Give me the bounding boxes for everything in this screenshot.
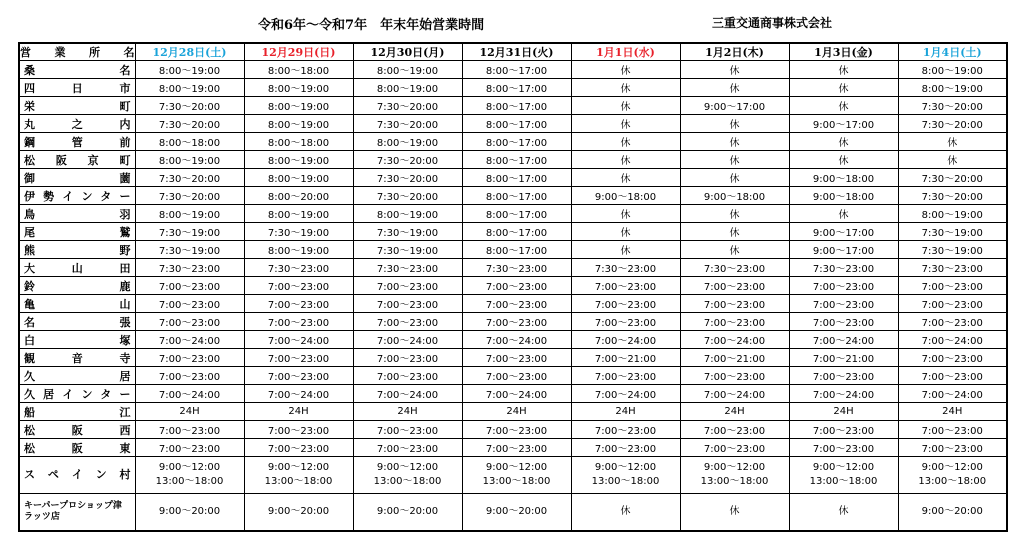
- hours-cell: 7:00～23:00: [462, 313, 571, 331]
- table-row: [19, 223, 1007, 241]
- table-row: [19, 439, 1007, 457]
- hours-cell: [353, 457, 462, 494]
- hours-cell: 7:00～24:00: [462, 385, 571, 403]
- hours-cell: 8:00～17:00: [462, 223, 571, 241]
- hours-cell: 休: [571, 223, 680, 241]
- hours-cell: 8:00～19:00: [244, 241, 353, 259]
- page-title: 令和6年～令和7年 年末年始営業時間: [258, 18, 485, 33]
- office-name: 松阪西: [19, 421, 135, 439]
- table-row: [19, 241, 1007, 259]
- date-header: 1月1日(水): [571, 43, 680, 61]
- hours-cell: 休: [789, 79, 898, 97]
- hours-cell: 9:00～17:00: [789, 223, 898, 241]
- hours-cell: 8:00～17:00: [462, 151, 571, 169]
- hours-cell: 7:00～24:00: [244, 331, 353, 349]
- hours-cell: 8:00～19:00: [135, 205, 244, 223]
- hours-cell: 8:00～19:00: [135, 61, 244, 79]
- hours-cell: 休: [571, 115, 680, 133]
- hours-cell: 7:30～19:00: [135, 241, 244, 259]
- hours-cell: 24H: [135, 403, 244, 421]
- table-row: [19, 187, 1007, 205]
- hours-cell: 休: [898, 133, 1007, 151]
- hours-cell: 休: [571, 169, 680, 187]
- hours-cell: 休: [680, 133, 789, 151]
- hours-cell: 9:00～20:00: [898, 494, 1007, 532]
- office-name: 船江: [19, 403, 135, 421]
- hours-cell: 7:00～23:00: [353, 439, 462, 457]
- hours-cell: 休: [571, 97, 680, 115]
- hours-cell: 9:00～20:00: [353, 494, 462, 532]
- date-header: 1月3日(金): [789, 43, 898, 61]
- hours-cell: 24H: [898, 403, 1007, 421]
- hours-cell: 休: [789, 61, 898, 79]
- table-row: [19, 259, 1007, 277]
- hours-cell: 7:30～19:00: [898, 223, 1007, 241]
- hours-cell: 7:00～23:00: [680, 313, 789, 331]
- hours-cell: 7:00～23:00: [244, 295, 353, 313]
- hours-cell: [571, 457, 680, 494]
- hours-afternoon: 13:00～18:00: [264, 476, 333, 487]
- office-name: 松阪東: [19, 439, 135, 457]
- hours-cell: 休: [571, 79, 680, 97]
- office-name: キーパープロショップ津ラッツ店: [19, 494, 135, 532]
- hours-cell: [462, 457, 571, 494]
- hours-cell: 7:00～23:00: [244, 421, 353, 439]
- hours-cell: 7:00～24:00: [680, 331, 789, 349]
- hours-afternoon: 13:00～18:00: [809, 476, 878, 487]
- hours-cell: 7:00～23:00: [462, 367, 571, 385]
- hours-cell: 9:00～18:00: [789, 169, 898, 187]
- hours-cell: 8:00～17:00: [462, 133, 571, 151]
- hours-afternoon: 13:00～18:00: [591, 476, 660, 487]
- hours-cell: 休: [680, 205, 789, 223]
- hours-cell: 8:00～18:00: [135, 133, 244, 151]
- hours-cell: 休: [789, 97, 898, 115]
- table-row: [19, 169, 1007, 187]
- office-name: 伊勢インター: [19, 187, 135, 205]
- hours-cell: 7:30～20:00: [135, 187, 244, 205]
- hours-morning: 9:00～12:00: [703, 462, 766, 473]
- hours-cell: 7:00～23:00: [135, 421, 244, 439]
- office-name: スペイン村: [19, 457, 135, 494]
- hours-cell: 7:00～24:00: [571, 385, 680, 403]
- hours-cell: 休: [680, 151, 789, 169]
- hours-cell: 7:00～23:00: [244, 367, 353, 385]
- name-column-header: 営業所名: [19, 43, 135, 61]
- hours-cell: 7:30～20:00: [353, 115, 462, 133]
- office-name: 鈴鹿: [19, 277, 135, 295]
- hours-cell: 8:00～17:00: [462, 79, 571, 97]
- hours-cell: 7:30～23:00: [680, 259, 789, 277]
- hours-cell: 休: [789, 133, 898, 151]
- office-name: 亀山: [19, 295, 135, 313]
- hours-cell: 7:00～23:00: [353, 313, 462, 331]
- hours-cell: 9:00～20:00: [462, 494, 571, 532]
- hours-cell: 7:00～23:00: [898, 367, 1007, 385]
- hours-cell: 7:00～23:00: [135, 313, 244, 331]
- hours-cell: 8:00～19:00: [898, 61, 1007, 79]
- hours-cell: 9:00～17:00: [680, 97, 789, 115]
- business-hours-table: [18, 42, 1008, 532]
- hours-cell: 7:00～23:00: [462, 277, 571, 295]
- hours-cell: 7:00～23:00: [789, 295, 898, 313]
- hours-cell: 休: [680, 223, 789, 241]
- hours-cell: [789, 457, 898, 494]
- table-row: [19, 205, 1007, 223]
- hours-cell: [898, 457, 1007, 494]
- hours-cell: 7:00～23:00: [898, 277, 1007, 295]
- hours-cell: 8:00～17:00: [462, 61, 571, 79]
- office-name: 観音寺: [19, 349, 135, 367]
- hours-cell: 7:00～24:00: [353, 331, 462, 349]
- hours-cell: [135, 457, 244, 494]
- hours-cell: 7:00～24:00: [898, 331, 1007, 349]
- hours-cell: 7:00～23:00: [571, 313, 680, 331]
- date-header: 1月2日(木): [680, 43, 789, 61]
- hours-cell: 8:00～19:00: [244, 115, 353, 133]
- hours-cell: [244, 457, 353, 494]
- table-row: [19, 349, 1007, 367]
- date-header: 1月4日(土): [898, 43, 1007, 61]
- hours-cell: 7:30～23:00: [898, 259, 1007, 277]
- hours-cell: 9:00～17:00: [789, 241, 898, 259]
- hours-afternoon: 13:00～18:00: [700, 476, 769, 487]
- hours-cell: 9:00～18:00: [789, 187, 898, 205]
- hours-cell: 7:30～19:00: [244, 223, 353, 241]
- hours-cell: 8:00～19:00: [353, 205, 462, 223]
- hours-cell: 7:30～23:00: [789, 259, 898, 277]
- table-row-spain: [19, 457, 1007, 494]
- hours-cell: 7:30～19:00: [353, 223, 462, 241]
- hours-cell: 7:00～23:00: [571, 421, 680, 439]
- hours-afternoon: 13:00～18:00: [918, 476, 987, 487]
- hours-morning: 9:00～12:00: [921, 462, 983, 473]
- hours-cell: 8:00～19:00: [353, 79, 462, 97]
- hours-cell: 7:30～20:00: [898, 115, 1007, 133]
- hours-cell: 8:00～17:00: [462, 187, 571, 205]
- hours-morning: 9:00～12:00: [158, 462, 221, 473]
- table-row: [19, 403, 1007, 421]
- hours-afternoon: 13:00～18:00: [155, 476, 224, 487]
- hours-cell: 7:30～20:00: [898, 187, 1007, 205]
- header-row: [19, 43, 1007, 61]
- table-row: [19, 367, 1007, 385]
- hours-cell: 8:00～19:00: [135, 79, 244, 97]
- hours-cell: 休: [571, 151, 680, 169]
- office-name: 名張: [19, 313, 135, 331]
- hours-cell: 7:00～24:00: [789, 385, 898, 403]
- table-row: [19, 97, 1007, 115]
- hours-morning: 9:00～12:00: [267, 462, 330, 473]
- hours-cell: 8:00～17:00: [462, 169, 571, 187]
- hours-cell: 7:30～20:00: [898, 97, 1007, 115]
- hours-cell: 休: [571, 61, 680, 79]
- hours-cell: 休: [680, 494, 789, 532]
- table-row: [19, 151, 1007, 169]
- office-name: 久居: [19, 367, 135, 385]
- office-name: 白塚: [19, 331, 135, 349]
- hours-cell: 7:30～23:00: [135, 259, 244, 277]
- hours-cell: 7:00～23:00: [353, 421, 462, 439]
- table-row: [19, 421, 1007, 439]
- table-row: [19, 133, 1007, 151]
- company-name: 三重交通商事株式会社: [712, 16, 833, 30]
- hours-cell: 9:00～18:00: [680, 187, 789, 205]
- hours-cell: 7:30～23:00: [571, 259, 680, 277]
- table-row: [19, 331, 1007, 349]
- hours-cell: 休: [789, 494, 898, 532]
- hours-cell: 8:00～20:00: [244, 187, 353, 205]
- hours-cell: 7:30～23:00: [353, 259, 462, 277]
- hours-cell: 7:30～20:00: [353, 97, 462, 115]
- hours-cell: 7:00～23:00: [462, 439, 571, 457]
- hours-cell: 7:00～23:00: [680, 421, 789, 439]
- hours-cell: 8:00～17:00: [462, 115, 571, 133]
- hours-cell: 24H: [244, 403, 353, 421]
- hours-cell: 7:00～23:00: [462, 421, 571, 439]
- hours-cell: 7:00～23:00: [789, 421, 898, 439]
- hours-afternoon: 13:00～18:00: [373, 476, 442, 487]
- hours-cell: 7:30～20:00: [135, 115, 244, 133]
- hours-cell: 8:00～19:00: [135, 151, 244, 169]
- hours-cell: 8:00～19:00: [353, 61, 462, 79]
- hours-cell: 休: [571, 133, 680, 151]
- table-row: [19, 61, 1007, 79]
- office-name: 熊野: [19, 241, 135, 259]
- hours-cell: 7:00～23:00: [789, 277, 898, 295]
- hours-cell: 7:30～19:00: [135, 223, 244, 241]
- hours-cell: 7:30～20:00: [135, 169, 244, 187]
- hours-cell: 7:00～23:00: [244, 313, 353, 331]
- hours-cell: 7:00～23:00: [898, 349, 1007, 367]
- hours-cell: 休: [571, 494, 680, 532]
- hours-cell: 9:00～20:00: [244, 494, 353, 532]
- table-body: [19, 61, 1007, 532]
- hours-cell: 24H: [462, 403, 571, 421]
- hours-cell: 9:00～17:00: [789, 115, 898, 133]
- hours-cell: 休: [680, 115, 789, 133]
- hours-cell: 休: [680, 61, 789, 79]
- hours-cell: 7:00～21:00: [571, 349, 680, 367]
- hours-cell: 9:00～18:00: [571, 187, 680, 205]
- hours-cell: 7:00～24:00: [135, 385, 244, 403]
- hours-cell: 8:00～17:00: [462, 205, 571, 223]
- hours-cell: 7:00～24:00: [789, 331, 898, 349]
- hours-cell: 7:30～20:00: [353, 187, 462, 205]
- hours-cell: [680, 457, 789, 494]
- hours-cell: 7:00～23:00: [353, 295, 462, 313]
- hours-cell: 7:00～23:00: [680, 277, 789, 295]
- table-row: [19, 295, 1007, 313]
- hours-cell: 休: [571, 241, 680, 259]
- hours-cell: 8:00～19:00: [244, 205, 353, 223]
- hours-cell: 7:00～23:00: [571, 439, 680, 457]
- hours-cell: 7:00～23:00: [898, 439, 1007, 457]
- hours-cell: 7:30～19:00: [898, 241, 1007, 259]
- hours-cell: 7:00～24:00: [244, 385, 353, 403]
- hours-cell: 休: [680, 79, 789, 97]
- hours-cell: 7:00～23:00: [571, 277, 680, 295]
- office-name: 御薗: [19, 169, 135, 187]
- hours-cell: 7:00～23:00: [353, 277, 462, 295]
- hours-cell: 8:00～18:00: [244, 133, 353, 151]
- hours-cell: 休: [789, 151, 898, 169]
- hours-cell: 7:00～21:00: [680, 349, 789, 367]
- date-header: 12月28日(土): [135, 43, 244, 61]
- hours-cell: 7:30～23:00: [244, 259, 353, 277]
- hours-cell: 8:00～19:00: [244, 97, 353, 115]
- office-name: 松阪京町: [19, 151, 135, 169]
- hours-cell: 7:00～24:00: [135, 331, 244, 349]
- hours-cell: 7:00～23:00: [353, 367, 462, 385]
- title-bar: [0, 14, 1024, 34]
- hours-cell: 7:00～23:00: [462, 349, 571, 367]
- hours-cell: 7:00～23:00: [789, 367, 898, 385]
- hours-cell: 休: [571, 205, 680, 223]
- hours-cell: 24H: [571, 403, 680, 421]
- hours-cell: 7:00～23:00: [789, 439, 898, 457]
- office-name: 鋼管前: [19, 133, 135, 151]
- hours-morning: 9:00～12:00: [376, 462, 439, 473]
- hours-cell: 8:00～17:00: [462, 241, 571, 259]
- hours-cell: 7:30～20:00: [898, 169, 1007, 187]
- hours-cell: 7:00～23:00: [135, 367, 244, 385]
- hours-cell: 休: [680, 241, 789, 259]
- hours-cell: 7:00～23:00: [244, 349, 353, 367]
- hours-cell: 7:00～23:00: [898, 295, 1007, 313]
- hours-cell: 8:00～17:00: [462, 97, 571, 115]
- hours-cell: 休: [898, 151, 1007, 169]
- hours-afternoon: 13:00～18:00: [482, 476, 551, 487]
- table-row-keeper: [19, 494, 1007, 532]
- hours-cell: 休: [789, 205, 898, 223]
- hours-cell: 8:00～19:00: [353, 133, 462, 151]
- office-name: 栄町: [19, 97, 135, 115]
- date-header: 12月30日(月): [353, 43, 462, 61]
- table-row: [19, 385, 1007, 403]
- hours-cell: 7:00～23:00: [898, 313, 1007, 331]
- office-name: 尾鷲: [19, 223, 135, 241]
- hours-cell: 7:00～23:00: [680, 439, 789, 457]
- hours-cell: 7:00～23:00: [135, 349, 244, 367]
- office-name: 大山田: [19, 259, 135, 277]
- table-row: [19, 79, 1007, 97]
- hours-cell: 7:00～21:00: [789, 349, 898, 367]
- hours-cell: 8:00～19:00: [244, 151, 353, 169]
- hours-cell: 7:00～23:00: [898, 421, 1007, 439]
- hours-cell: 7:00～23:00: [135, 439, 244, 457]
- hours-cell: 7:30～19:00: [353, 241, 462, 259]
- hours-cell: 7:00～24:00: [898, 385, 1007, 403]
- hours-cell: 24H: [789, 403, 898, 421]
- hours-cell: 8:00～19:00: [244, 79, 353, 97]
- hours-cell: 7:00～24:00: [680, 385, 789, 403]
- hours-cell: 7:30～20:00: [135, 97, 244, 115]
- office-name: 久居インター: [19, 385, 135, 403]
- table-row: [19, 277, 1007, 295]
- hours-morning: 9:00～12:00: [812, 462, 875, 473]
- hours-cell: 7:00～23:00: [680, 295, 789, 313]
- hours-morning: 9:00～12:00: [594, 462, 657, 473]
- hours-cell: 24H: [680, 403, 789, 421]
- hours-cell: 休: [680, 169, 789, 187]
- hours-cell: 8:00～19:00: [244, 169, 353, 187]
- hours-cell: 7:00～23:00: [571, 295, 680, 313]
- hours-cell: 8:00～19:00: [898, 205, 1007, 223]
- table-row: [19, 115, 1007, 133]
- hours-cell: 7:00～23:00: [244, 439, 353, 457]
- hours-cell: 7:30～20:00: [353, 151, 462, 169]
- date-header: 12月29日(日): [244, 43, 353, 61]
- hours-cell: 7:30～20:00: [353, 169, 462, 187]
- hours-cell: 9:00～20:00: [135, 494, 244, 532]
- hours-cell: 7:00～24:00: [462, 331, 571, 349]
- hours-cell: 7:00～24:00: [571, 331, 680, 349]
- hours-cell: 24H: [353, 403, 462, 421]
- hours-cell: 7:00～23:00: [789, 313, 898, 331]
- hours-morning: 9:00～12:00: [485, 462, 548, 473]
- hours-cell: 8:00～18:00: [244, 61, 353, 79]
- hours-cell: 7:00～23:00: [571, 367, 680, 385]
- office-name: 四日市: [19, 79, 135, 97]
- table-row: [19, 313, 1007, 331]
- hours-cell: 7:00～23:00: [135, 295, 244, 313]
- date-header: 12月31日(火): [462, 43, 571, 61]
- hours-cell: 7:00～23:00: [353, 349, 462, 367]
- office-name: 鳥羽: [19, 205, 135, 223]
- hours-cell: 7:00～23:00: [135, 277, 244, 295]
- hours-cell: 7:00～23:00: [244, 277, 353, 295]
- hours-cell: 7:00～24:00: [353, 385, 462, 403]
- hours-cell: 7:00～23:00: [462, 295, 571, 313]
- office-name: 丸之内: [19, 115, 135, 133]
- hours-cell: 7:00～23:00: [680, 367, 789, 385]
- hours-cell: 8:00～19:00: [898, 79, 1007, 97]
- hours-cell: 7:30～23:00: [462, 259, 571, 277]
- office-name: 桑名: [19, 61, 135, 79]
